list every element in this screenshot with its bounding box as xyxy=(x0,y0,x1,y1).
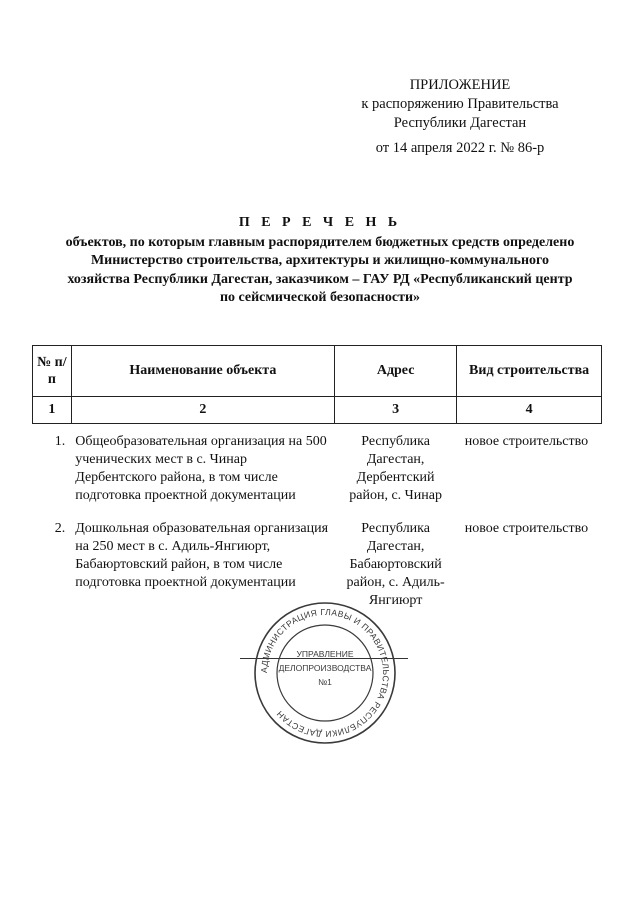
stamp-line-3: №1 xyxy=(318,677,332,687)
official-stamp xyxy=(252,600,398,746)
stamp-line-2: ДЕЛОПРОИЗВОДСТВА xyxy=(278,663,372,673)
appendix-line-1: к распоряжению Правительства xyxy=(361,96,559,112)
appendix-header xyxy=(330,76,590,158)
list-subtitle: объектов, по которым главным распорядителем бюджетных средств определено Министерство строительства, архитектуры и жилищно-коммунального хозяйства Республики Дагестан, заказчиком – ГАУ РД «Республиканский центр по сейсмической безопасности» xyxy=(65,234,575,305)
row-name: Общеобразовательная организация на 500 ученических мест в с. Чинар Дербентского района, в том числе подготовка проектной документации xyxy=(75,434,327,503)
list-heading: П Е Р Е Ч Е Н Ь xyxy=(238,215,402,230)
appendix-title: ПРИЛОЖЕНИЕ xyxy=(409,77,511,93)
table-row xyxy=(33,424,602,512)
table-header-row xyxy=(33,346,602,397)
header-name: Наименование объекта xyxy=(71,346,334,397)
row-num: 1. xyxy=(54,434,66,449)
row-name: Дошкольная образовательная организация на 250 мест в с. Адиль-Янгиюрт, Бабаюртовский район, в том числе подготовка проектной документации xyxy=(75,521,329,590)
header-type: Вид строительства xyxy=(457,346,602,397)
objects-table xyxy=(32,345,602,616)
index-cell-2: 2 xyxy=(71,397,334,424)
table-index-row xyxy=(33,397,602,424)
row-address: Республика Дагестан, Дербентский район, с. Чинар xyxy=(349,434,442,503)
index-cell-3: 3 xyxy=(335,397,457,424)
appendix-line-2: Республики Дагестан xyxy=(393,115,527,131)
stamp-outer-ring xyxy=(255,603,395,743)
header-address: Адрес xyxy=(335,346,457,397)
header-num: № п/п xyxy=(33,346,72,397)
list-title-block xyxy=(60,214,580,308)
stamp-inner-ring xyxy=(277,625,373,721)
row-type: новое строительство xyxy=(464,521,589,536)
row-num: 2. xyxy=(54,521,66,536)
appendix-date: от 14 апреля 2022 г. № 86-р xyxy=(375,140,545,156)
row-address: Республика Дагестан, Бабаюртовский район, с. Адиль-Янгиюрт xyxy=(346,521,445,608)
stamp-line-1: УПРАВЛЕНИЕ xyxy=(296,649,354,659)
stamp-ring-text: АДМИНИСТРАЦИЯ ГЛАВЫ И ПРАВИТЕЛЬСТВА РЕСПУБЛИКИ ДАГЕСТАН xyxy=(258,606,392,740)
row-type: новое строительство xyxy=(464,434,589,449)
index-cell-4: 4 xyxy=(457,397,602,424)
index-cell-1: 1 xyxy=(33,397,72,424)
